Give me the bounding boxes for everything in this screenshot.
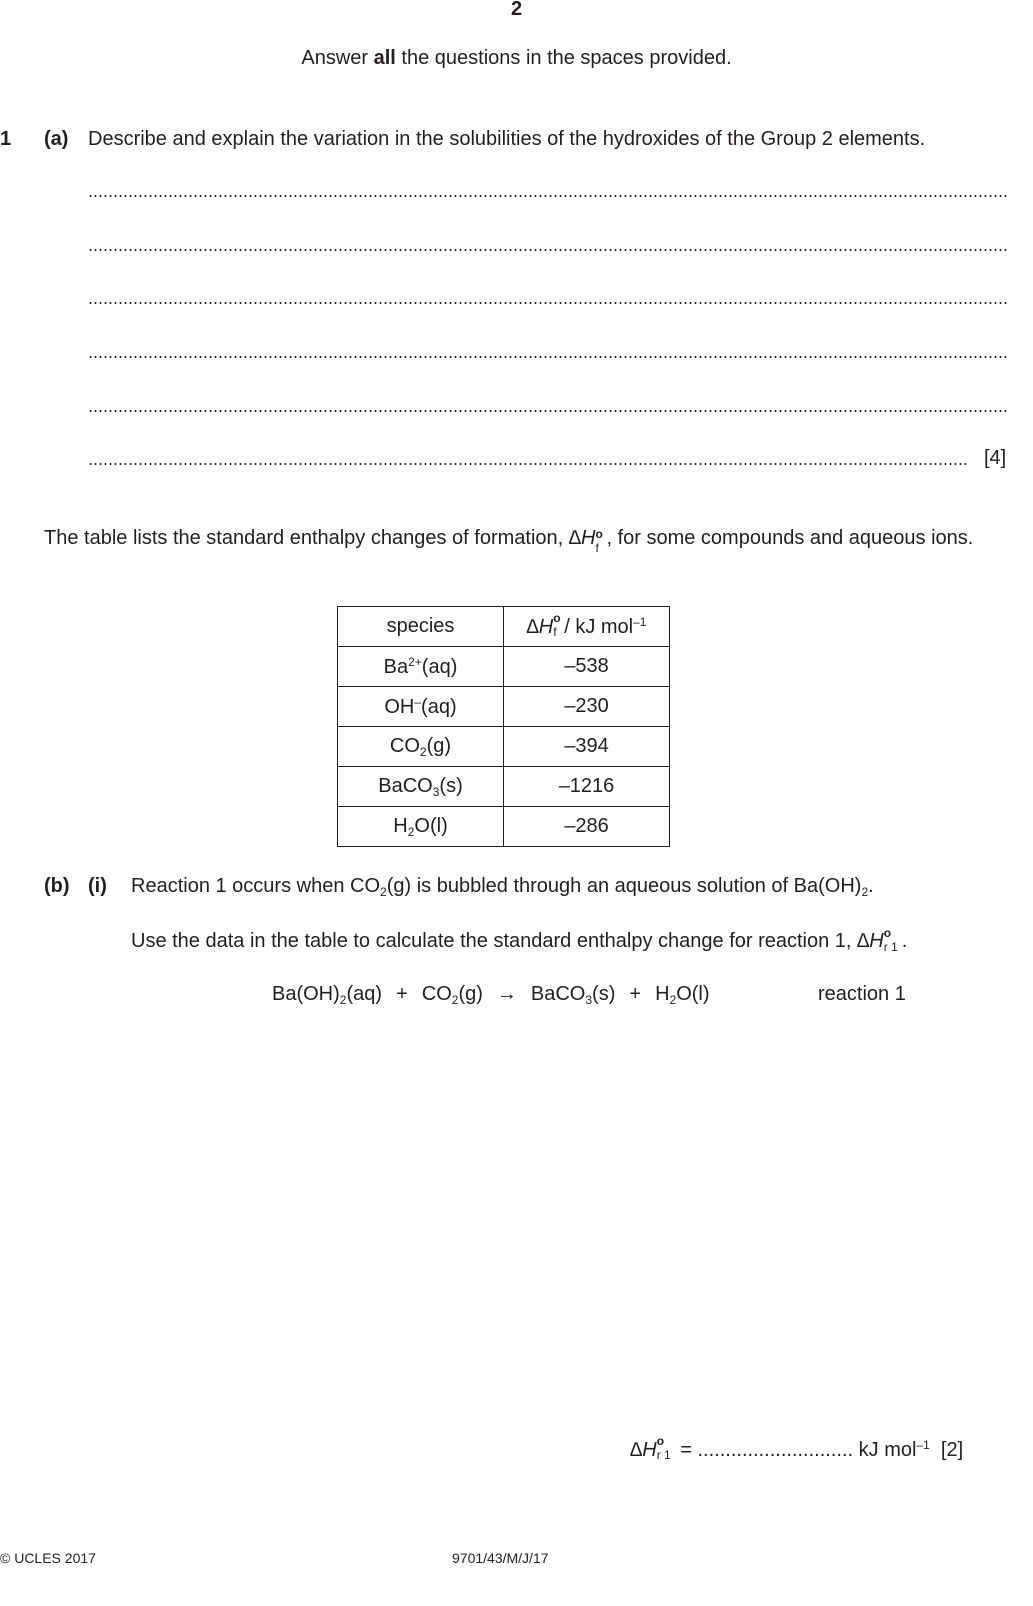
footer-code: 9701/43/M/J/17 — [452, 1550, 549, 1566]
page-number: 2 — [510, 0, 523, 20]
part-b-label: (b) — [44, 875, 70, 897]
delta-h-symbol: ∆H o f — [568, 527, 603, 555]
part-b-i-label: (i) — [88, 875, 107, 897]
header-enthalpy: ∆H o f / kJ mol$^{-1}$ — [504, 607, 670, 647]
table-intro: The table lists the standard enthalpy changes of formation, ∆H o f , for some compounds and aqueous ions. — [44, 527, 974, 555]
table-row — [338, 807, 670, 847]
answer-line[interactable] — [88, 356, 1008, 358]
answer-field[interactable]: ∆H o r 1 = ............................ kJ mol$^{-1}$ [2] — [630, 1434, 964, 1462]
reaction-label: reaction 1 — [818, 983, 906, 1005]
table-row — [338, 727, 670, 767]
answer-dots: ............................ — [697, 1439, 854, 1461]
table-row — [338, 767, 670, 807]
footer-copyright: © UCLES 2017 — [0, 1550, 96, 1566]
answer-line[interactable] — [88, 463, 968, 465]
part-b-i-text: Reaction 1 occurs when $CO_2(g)$ is bubbled through an aqueous solution of $Ba(OH)_2$. — [131, 875, 874, 899]
value-cell: –286 — [504, 807, 670, 847]
part-a-question: Describe and explain the variation in the solubilities of the hydroxides of the Group 2 elements. — [88, 128, 926, 150]
value-cell: –230 — [504, 687, 670, 727]
reaction-equation: $Ba(OH)_2(aq) + CO_2(g)$ → BaCO$_3$(s) + $H_2O(l)$ — [272, 983, 710, 1007]
answer-line[interactable] — [88, 195, 1008, 197]
value-cell: –1216 — [504, 767, 670, 807]
instruction: Answer all the questions in the spaces provided. — [301, 47, 732, 69]
answer-line[interactable] — [88, 410, 1008, 412]
value-cell: –538 — [504, 647, 670, 687]
header-species: species — [338, 607, 504, 647]
table-header-row — [338, 607, 670, 647]
answer-line[interactable] — [88, 249, 1008, 251]
part-a-marks: [4] — [984, 447, 1007, 469]
value-cell: –394 — [504, 727, 670, 767]
species-cell: BaCO$_3$(s) — [338, 767, 504, 807]
part-b-marks: [2] — [940, 1439, 964, 1461]
part-a-label: (a) — [44, 128, 69, 150]
part-b-i-instruction: Use the data in the table to calculate the standard enthalpy change for reaction 1, ∆H o r 1 . — [131, 926, 908, 954]
species-cell: OH–(aq) — [338, 687, 504, 727]
instruction-bold: all — [373, 47, 396, 69]
table-row — [338, 687, 670, 727]
species-cell: $Ba^{2+}(aq)$ — [338, 647, 504, 687]
species-cell: $H_2O(l)$ — [338, 807, 504, 847]
reaction-arrow-icon: → — [496, 983, 517, 1005]
species-cell: $CO_2(g)$ — [338, 727, 504, 767]
question-number: 1 — [0, 128, 12, 150]
enthalpy-table — [337, 606, 670, 847]
table-row — [338, 647, 670, 687]
answer-line[interactable] — [88, 302, 1008, 304]
